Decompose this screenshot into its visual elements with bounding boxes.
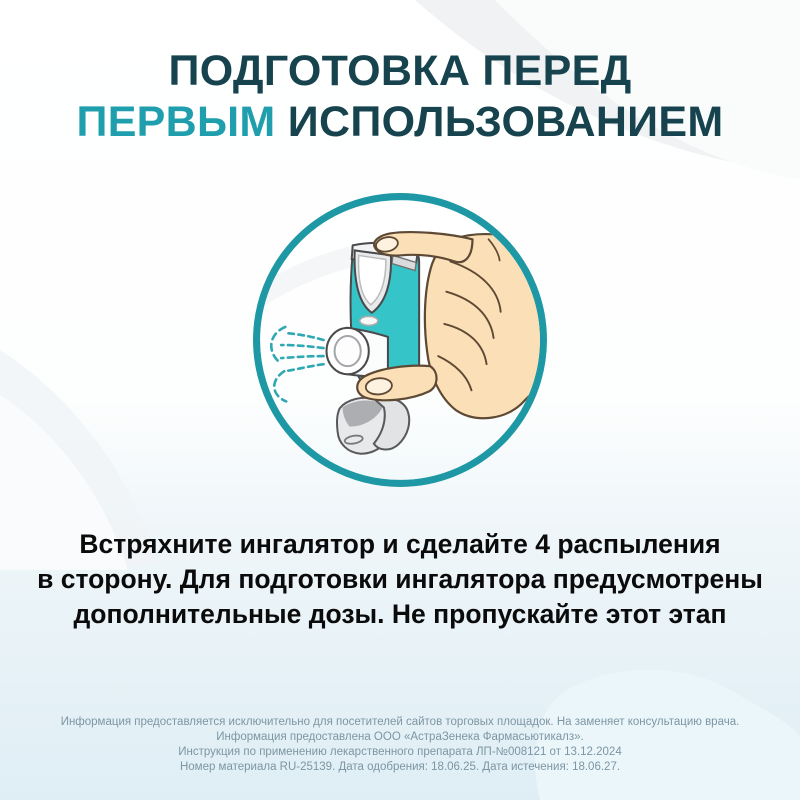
instruction-line3: дополнительные дозы. Не пропускайте этот этап [73,599,727,629]
footer-company: Информация предоставлена ООО «АстраЗенека Фармасьютикалз». [216,731,584,743]
title-line1: ПОДГОТОВКА ПЕРЕД [168,47,632,95]
mouthpiece-graphic [327,328,388,376]
title-accent-word: ПЕРВЫМ [76,98,276,146]
cap-graphic [337,398,409,454]
footer-material-number: Номер материала RU-25139. Дата одобрения: 18.06.25. Дата истечения: 18.06.27. [179,761,621,773]
footer-disclaimer: Информация предоставляется исключительно для посетителей сайтов торговых площадок. На заменяет консультацию врача. [60,716,740,728]
title-line2-rest: ИСПОЛЬЗОВАНИЕМ [287,98,724,146]
footer-registration: Инструкция по применению лекарственного препарата ЛП-№008121 от 13.12.2024 [178,746,622,758]
inhaler-illustration [249,189,551,491]
instruction-text [0,527,800,632]
page-title [0,46,800,148]
instruction-line2: в сторону. Для подготовки ингалятора предусмотрены [37,564,763,594]
instruction-line1: Встряхните ингалятор и сделайте 4 распыления [79,529,721,559]
legal-footer [0,715,800,775]
